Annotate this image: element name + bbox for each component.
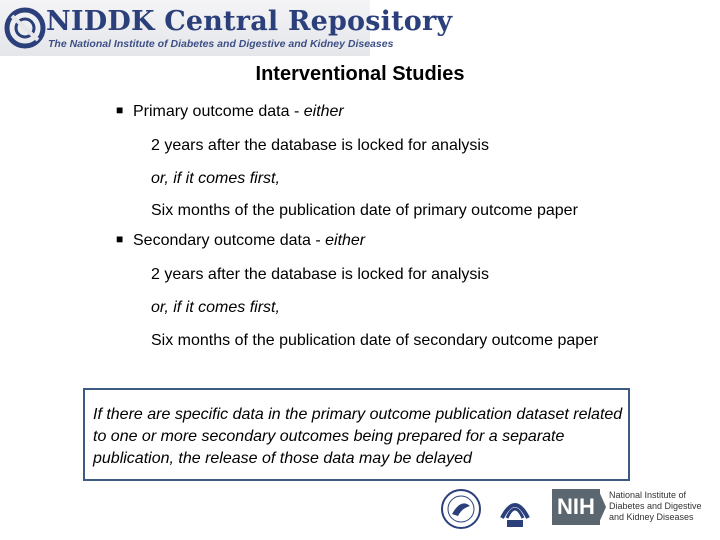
secondary-outcome-bullet: [116, 232, 365, 250]
header-logo-banner: [0, 0, 453, 56]
slide-title: Interventional Studies: [255, 63, 465, 85]
notice-text: If there are specific data in the primary outcome publication dataset related to one or more secondary outcomes being prepared for a separate publication, the release of those data may be delayed: [93, 406, 623, 467]
logo-title: NIDDK Central Repository: [46, 6, 453, 37]
nih-logo-icon: NIH: [552, 489, 600, 525]
secondary-line-2: or, if it comes first,: [151, 299, 280, 316]
secondary-outcome-label: Secondary outcome data -: [133, 232, 326, 249]
primary-outcome-label-em: either: [303, 103, 344, 120]
bullet-square-icon: ■: [116, 103, 124, 117]
secondary-line-3: Six months of the publication date of secondary outcome paper: [151, 332, 599, 349]
logo-subtitle: The National Institute of Diabetes and Digestive and Kidney Diseases: [48, 38, 394, 50]
secondary-outcome-label-em: either: [325, 232, 366, 249]
nih-seal-icon: [496, 490, 534, 528]
primary-line-1: 2 years after the database is locked for analysis: [151, 137, 489, 154]
bullet-square-icon: ■: [116, 232, 124, 246]
primary-outcome-bullet: [116, 103, 344, 121]
hhs-seal-icon: [440, 488, 482, 530]
secondary-line-1: 2 years after the database is locked for analysis: [151, 266, 489, 283]
niddk-logo-icon: [4, 6, 46, 50]
nih-arrow-icon: [598, 489, 606, 525]
primary-outcome-label: Primary outcome data -: [133, 103, 304, 120]
notice-box: [83, 388, 630, 481]
primary-line-3: Six months of the publication date of primary outcome paper: [151, 202, 578, 219]
nih-institute-name: National Institute of Diabetes and Digestive and Kidney Diseases: [609, 490, 702, 522]
primary-line-2: or, if it comes first,: [151, 170, 280, 187]
